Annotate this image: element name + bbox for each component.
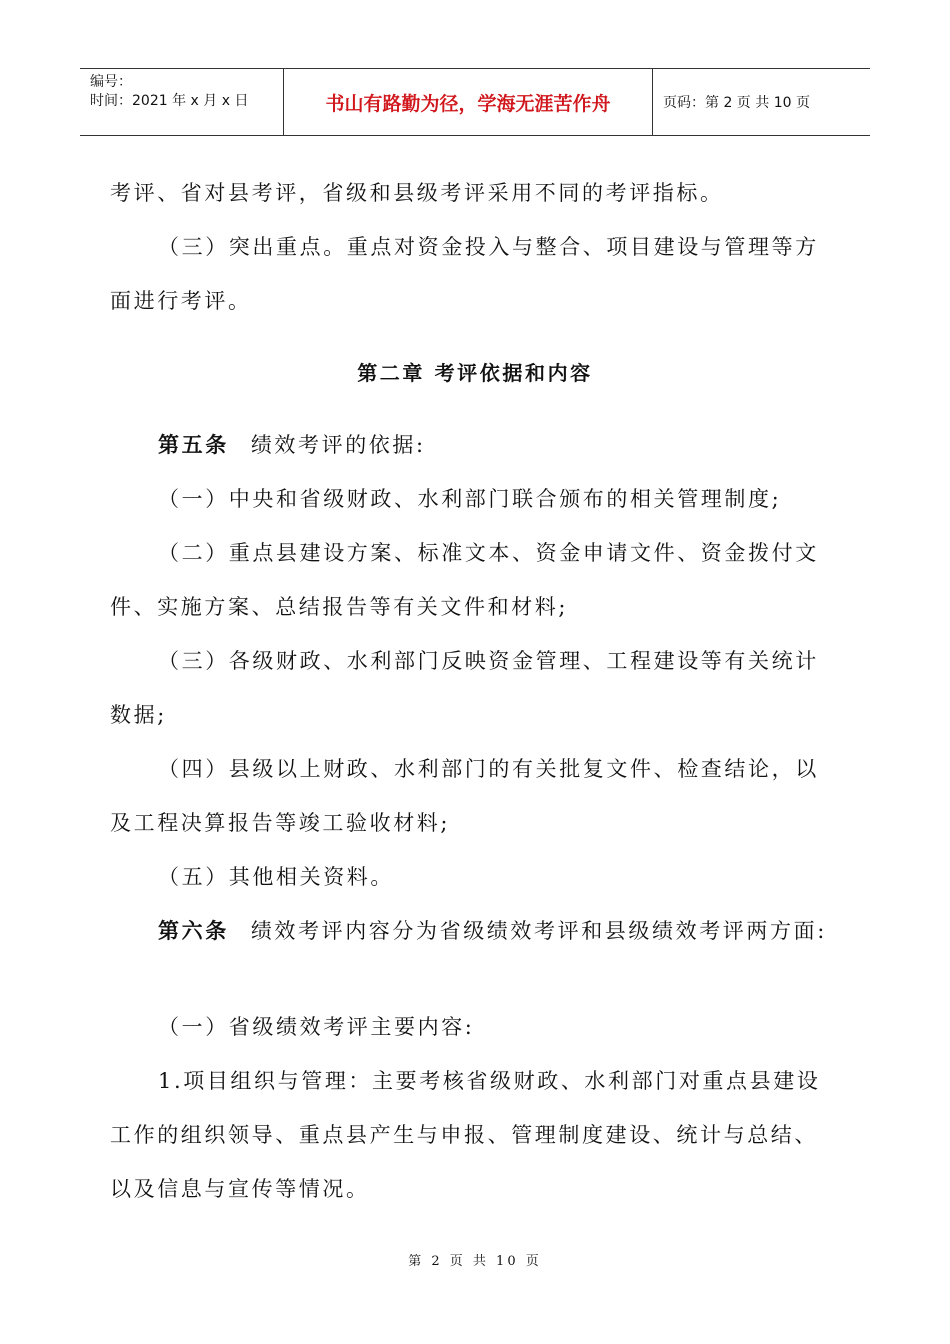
list-item: （五）其他相关资料。 xyxy=(158,865,394,889)
paragraph: 考评、省对县考评，省级和县级考评采用不同的考评指标。 xyxy=(110,181,724,205)
paragraph: 1.项目组织与管理：主要考核省级财政、水利部门对重点县建设工作的组织领导、重点县产生与申报、管理制度建设、统计与总结、以及信息与宣传等情况。 xyxy=(110,1069,821,1201)
document-date: 时间：2021 年 x 月 x 日 xyxy=(90,93,249,109)
article-5 xyxy=(110,418,840,472)
document-body xyxy=(110,166,840,1216)
article-6 xyxy=(110,904,840,958)
list-item: （三）各级财政、水利部门反映资金管理、工程建设等有关统计数据; xyxy=(110,649,819,727)
header-meta-cell xyxy=(80,69,283,135)
list-item: （四）县级以上财政、水利部门的有关批复文件、检查结论，以及工程决算报告等竣工验收材料; xyxy=(110,757,819,835)
document-number-label: 编号： xyxy=(90,74,132,90)
article-text: 绩效考评的依据: xyxy=(250,433,426,457)
article-heading: 第五条 xyxy=(158,433,229,457)
document-header xyxy=(80,68,870,136)
chapter-title: 第二章 考评依据和内容 xyxy=(357,361,593,385)
paragraph: （三）突出重点。重点对资金投入与整合、项目建设与管理等方面进行考评。 xyxy=(110,235,819,313)
page-footer: 第 2 页 共 10 页 xyxy=(408,1254,542,1269)
article-heading: 第六条 xyxy=(158,919,229,943)
header-motto: 书山有路勤为径，学海无涯苦作舟 xyxy=(283,69,653,135)
list-item: （二）重点县建设方案、标准文本、资金申请文件、资金拨付文件、实施方案、总结报告等有关文件和材料; xyxy=(110,541,819,619)
list-item: （一）中央和省级财政、水利部门联合颁布的相关管理制度; xyxy=(158,487,782,511)
header-page-info: 页码：第 2 页 共 10 页 xyxy=(663,95,810,111)
article-text: 绩效考评内容分为省级绩效考评和县级绩效考评两方面: xyxy=(250,919,827,943)
subsection-heading: （一）省级绩效考评主要内容: xyxy=(158,1015,475,1039)
blank-space xyxy=(110,958,840,1000)
